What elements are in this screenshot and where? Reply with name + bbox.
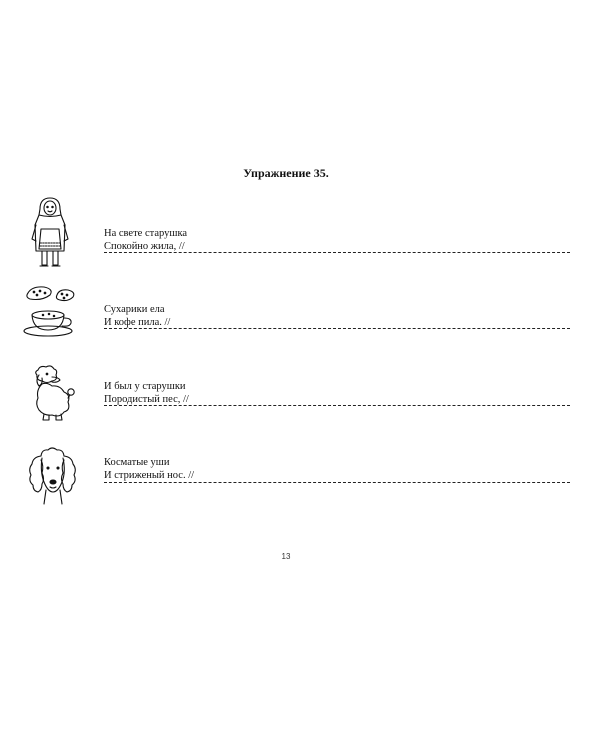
old-woman-icon (28, 195, 72, 271)
poodle-head-icon (26, 446, 80, 508)
stanza-4-writing-line[interactable] (104, 482, 570, 483)
stanza-1-writing-line[interactable] (104, 252, 570, 253)
stanza-3-verse (104, 380, 189, 406)
stanza-3-line-2: Породистый пес, // (104, 394, 189, 405)
stanza-2-verse (104, 303, 170, 329)
stanza-3-line-1: И был у старушки (104, 381, 186, 392)
stanza-4-line-2: И стриженый нос. // (104, 470, 195, 481)
rusks-and-coffee-cup-icon (22, 283, 78, 339)
stanza-1-line-1: На свете старушка (104, 228, 188, 239)
stanza-1-line-2: Спокойно жила, // (104, 241, 185, 252)
stanza-2-line-2: И кофе пила. // (104, 317, 171, 328)
stanza-4-line-1: Косматые уши (104, 457, 170, 468)
stanza-2-line-1: Сухарики ела (104, 304, 165, 315)
stanza-2-writing-line[interactable] (104, 328, 570, 329)
page-number: 13 (281, 552, 291, 561)
stanza-3-writing-line[interactable] (104, 405, 570, 406)
stanza-1-verse (104, 227, 187, 253)
exercise-title: Упражнение 35. (243, 166, 329, 180)
stanza-4-verse (104, 456, 194, 482)
poodle-sitting-icon (30, 364, 76, 422)
